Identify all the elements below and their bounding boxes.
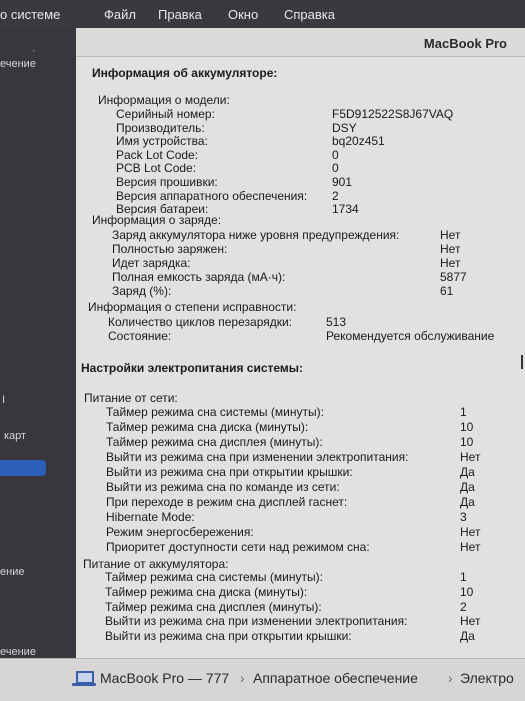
menu-help[interactable]: Справка	[284, 7, 335, 22]
path-bar	[0, 658, 525, 701]
battery-power-row-value: Да	[460, 629, 475, 644]
model-info-row-label: Версия батареи:	[116, 202, 209, 217]
model-info-row-label: Pack Lot Code:	[116, 147, 199, 162]
ac-power-row-label: Таймер режима сна диска (минуты):	[106, 420, 309, 434]
model-info-row-label: Серийный номер:	[116, 107, 215, 121]
charge-info-row-value: Нет	[440, 228, 461, 242]
charge-info-row-value: 61	[440, 284, 454, 298]
battery-header: Информация об аккумуляторе:	[92, 66, 278, 80]
chevron-right-icon: ›	[240, 670, 245, 686]
ac-power-row-label: Hibernate Mode:	[106, 510, 195, 524]
sidebar-mark: ◦	[32, 46, 36, 57]
sidebar-item-5[interactable]: ечение	[0, 646, 36, 658]
ac-power-row-value: Нет	[460, 525, 481, 539]
ac-power-row-label: Режим энергосбережения:	[106, 525, 254, 539]
charge-info-row-value: 5877	[440, 270, 467, 284]
battery-power-row-value: 1	[460, 570, 467, 584]
ac-power-row-value: 10	[460, 435, 474, 449]
menu-about[interactable]: о системе	[0, 7, 61, 22]
charge-info-row-label: Полная емкость заряда (мА·ч):	[112, 270, 286, 284]
battery-power-row-label: Таймер режима сна диска (минуты):	[105, 584, 308, 599]
charge-info-row-value: Нет	[440, 256, 461, 270]
path-segment-computer[interactable]: MacBook Pro — 777	[100, 670, 230, 686]
model-info-row-value: 901	[332, 175, 353, 189]
battery-power-row-value: 10	[460, 584, 474, 599]
ac-power-row-label: Выйти из режима сна при изменении электропитания:	[106, 450, 409, 464]
path-segment-power[interactable]: Электро	[460, 670, 514, 686]
battery-power-row-value: Нет	[460, 614, 481, 629]
model-info-row-value: 0	[332, 161, 339, 176]
sidebar	[0, 28, 76, 658]
model-info-row-label: Версия прошивки:	[116, 175, 218, 189]
sidebar-item-3[interactable]: карт	[4, 430, 27, 442]
ac-power-row-value: Да	[460, 465, 475, 479]
model-info-row-value: 1734	[332, 202, 359, 217]
model-info-row-value: DSY	[332, 120, 357, 135]
model-info-label: Информация о модели:	[98, 93, 230, 107]
ac-power-label: Питание от сети:	[84, 391, 178, 405]
health-info-row-value: 513	[326, 315, 347, 329]
health-info-row-label: Количество циклов перезарядки:	[108, 315, 293, 329]
ac-power-row-value: Да	[460, 495, 475, 509]
model-info-row-label: Версия аппаратного обеспечения:	[116, 188, 308, 203]
ac-power-row-label: Таймер режима сна дисплея (минуты):	[106, 435, 323, 449]
model-info-row-label: PCB Lot Code:	[116, 161, 197, 176]
charge-info-row-value: Нет	[440, 242, 461, 256]
ac-power-row-label: Таймер режима сна системы (минуты):	[106, 405, 324, 419]
ac-power-row-value: Да	[460, 480, 475, 494]
model-info-row-label: Производитель:	[116, 120, 205, 135]
text-cursor	[521, 355, 523, 369]
ac-power-row-value: 10	[460, 420, 474, 434]
battery-power-row-label: Выйти из режима сна при открытии крышки:	[105, 629, 352, 644]
window-titlebar	[76, 28, 525, 57]
sidebar-item-2[interactable]: I	[2, 394, 6, 406]
ac-power-row-value: 3	[460, 510, 467, 524]
sidebar-selected-item[interactable]	[0, 460, 46, 476]
model-info-row-value: F5D912522S8J67VAQ	[332, 107, 454, 121]
laptop-icon-base	[72, 683, 96, 686]
health-info-row-label: Состояние:	[108, 329, 172, 343]
sidebar-item-4[interactable]: ение	[0, 566, 25, 578]
battery-power-row-label: Таймер режима сна системы (минуты):	[105, 570, 323, 584]
model-info-row-value: 2	[332, 188, 339, 203]
ac-power-row-label: При переходе в режим сна дисплей гаснет:	[106, 495, 348, 509]
battery-power-row-label: Выйти из режима сна при изменении электропитания:	[105, 614, 408, 629]
charge-info-row-label: Полностью заряжен:	[112, 242, 228, 256]
ac-power-row-label: Выйти из режима сна по команде из сети:	[106, 480, 340, 494]
battery-power-label: Питание от аккумулятора:	[83, 557, 229, 571]
ac-power-row-label: Выйти из режима сна при открытии крышки:	[106, 465, 353, 479]
battery-power-row-value: 2	[460, 599, 467, 614]
model-info-row-value: 0	[332, 147, 339, 162]
ac-power-row-value: Нет	[460, 450, 481, 464]
path-segment-hardware[interactable]: Аппаратное обеспечение	[253, 670, 418, 686]
report-content	[76, 57, 525, 658]
charge-info-row-label: Идет зарядка:	[112, 256, 191, 270]
ac-power-row-label: Приоритет доступности сети над режимом сна:	[106, 540, 370, 554]
health-info-row-value: Рекомендуется обслуживание	[326, 329, 495, 343]
menu-file[interactable]: Файл	[104, 7, 136, 22]
ac-power-row-value: Нет	[460, 540, 481, 554]
chevron-right-icon: ›	[448, 670, 453, 686]
power-header: Настройки электропитания системы:	[81, 361, 304, 375]
charge-info-row-label: Заряд (%):	[112, 284, 172, 298]
ac-power-row-value: 1	[460, 405, 467, 419]
model-info-row-label: Имя устройства:	[116, 134, 208, 149]
charge-info-label: Информация о заряде:	[92, 213, 222, 227]
charge-info-row-label: Заряд аккумулятора ниже уровня предупреждения:	[112, 228, 400, 242]
menu-window[interactable]: Окно	[228, 7, 259, 22]
sidebar-item-1[interactable]: ечение	[0, 58, 36, 70]
menu-edit[interactable]: Правка	[158, 7, 202, 22]
menu-bar	[0, 0, 525, 28]
health-info-label: Информация о степени исправности:	[88, 300, 297, 314]
window-title: MacBook Pro	[423, 36, 507, 51]
model-info-row-value: bq20z451	[332, 134, 385, 149]
battery-power-row-label: Таймер режима сна дисплея (минуты):	[105, 599, 322, 614]
